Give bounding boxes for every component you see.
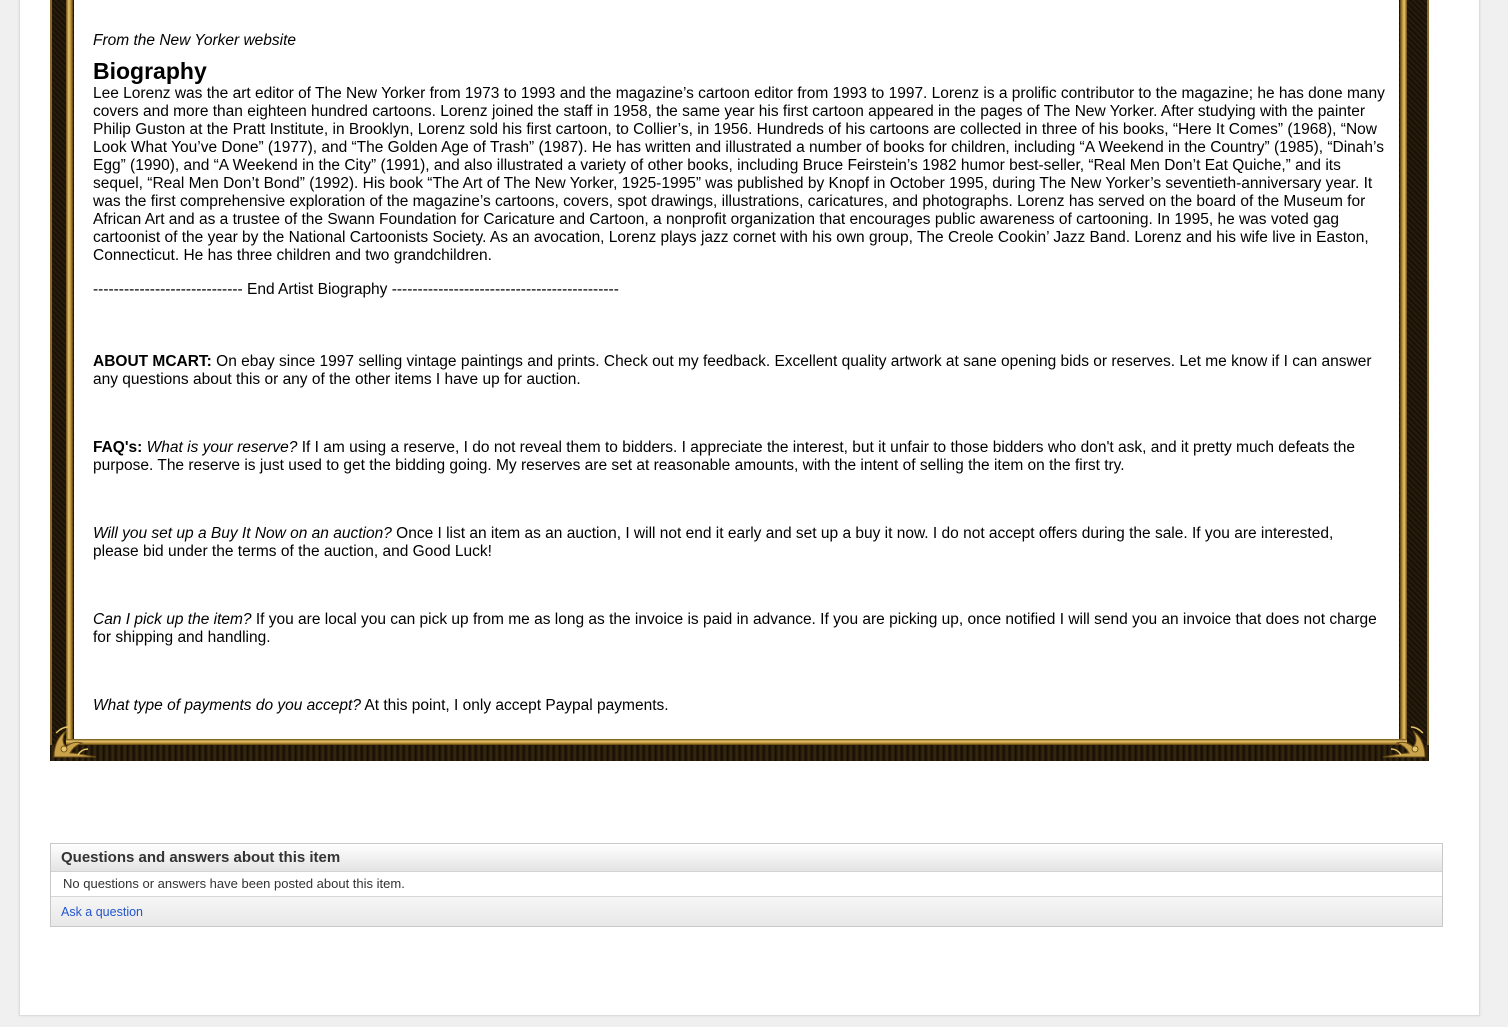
biography-text: Lee Lorenz was the art editor of The New Yorker from 1973 to 1993 and the magazine’s cartoon editor from 1993 to 1997. Lorenz is a prolific contributor to the magazine; he has done many covers and more than eighteen hundred cartoons. Lorenz joined the staff in 1958, the same year his first cartoon appeared in the pages of The New Yorker. After studying with the painter Philip Guston at the Pratt Institute, in Brooklyn, Lorenz sold his first cartoon, to Collier’s, in 1956. Hundreds of his cartoons are collected in three of his books, “Here It Comes” (1968), “Now Look What You’ve Done” (1977), and “The Golden Age of Trash” (1987). He has written and illustrated a number of books for children, including “A Weekend in the Country” (1985), “Dinah’s Egg” (1990), and “A Weekend in the City” (1991), and also illustrated a variety of other books, including Bruce Feirstein’s 1982 humor best-seller, “Real Men Don’t Eat Quiche,” and its sequel, “Real Men Don’t Bond” (1992). His book “The Art of The New Yorker, 1925-1995” was published by Knopf in October 1995, during The New Yorker’s seventieth-anniversary year. It was the first comprehensive exploration of the magazine’s cartoons, covers, spot drawings, illustrations, caricatures, and photographs. Lorenz has served on the board of the Museum for African Art and as a trustee of the Swann Foundation for Caricature and Cartoon, a nonprofit organization that encourages public awareness of cartooning. In 1995, he was voted gag cartoonist of the year by the National Cartoonists Society. As an avocation, Lorenz plays jazz cornet with his own group, The Creole Cookin’ Jazz Band. Lorenz and his wife live in Easton, Connecticut. He has three children and two grandchildren.	[93, 85, 1385, 264]
qa-title: Questions and answers about this item	[51, 844, 1442, 872]
faq-reserve	[93, 439, 1383, 475]
faq-question: Will you set up a Buy It Now on an auction?	[93, 525, 392, 542]
faq-answer: If you are local you can pick up from me as long as the invoice is paid in advance. If you are picking up, once notified I will send you an invoice that does not charge for shipping and handling.	[93, 611, 1377, 646]
questions-answers-panel	[50, 843, 1443, 927]
qa-footer	[51, 897, 1442, 926]
source-line: From the New Yorker website	[93, 32, 297, 49]
frame-bottom-band	[50, 745, 1429, 761]
faq-label: FAQ's:	[93, 439, 143, 456]
end-biography-divider: ----------------------------- End Artist Biography --------------------------------------------	[93, 281, 619, 298]
faq-question: What type of payments do you accept?	[93, 697, 361, 714]
faq-pickup	[93, 611, 1383, 647]
faq-answer: If I am using a reserve, I do not reveal them to bidders. I appreciate the interest, but it unfair to those bidders who don't ask, and it pretty much defeats the purpose. The reserve is just used to get the bidding going. My reserves are set at reasonable amounts, with the intent of selling the item on the first try.	[93, 439, 1355, 474]
biography-heading: Biography	[93, 58, 207, 84]
ask-question-link[interactable]: Ask a question	[61, 905, 143, 919]
faq-answer: At this point, I only accept Paypal payments.	[360, 697, 669, 714]
about-label: ABOUT MCART:	[93, 353, 212, 370]
faq-buy-it-now	[93, 525, 1383, 561]
qa-empty-message: No questions or answers have been posted about this item.	[51, 872, 1442, 897]
frame-gold-left	[66, 0, 73, 745]
faq-answer: Once I list an item as an auction, I will not end it early and set up a buy it now. I do not accept offers during the sale. If you are interested, please bid under the terms of the auction, and Good Luck!	[93, 525, 1334, 560]
about-seller	[93, 353, 1383, 389]
faq-payments	[93, 697, 1383, 715]
frame-gold-right	[1400, 0, 1407, 745]
about-text: On ebay since 1997 selling vintage paintings and prints. Check out my feedback. Excellent quality artwork at sane opening bids or reserves. Let me know if I can answer any questions about this or any of the other items I have up for auction.	[93, 353, 1372, 388]
faq-question: What is your reserve?	[146, 439, 298, 456]
frame-gold-bottom	[66, 739, 1407, 745]
faq-question: Can I pick up the item?	[93, 611, 252, 628]
